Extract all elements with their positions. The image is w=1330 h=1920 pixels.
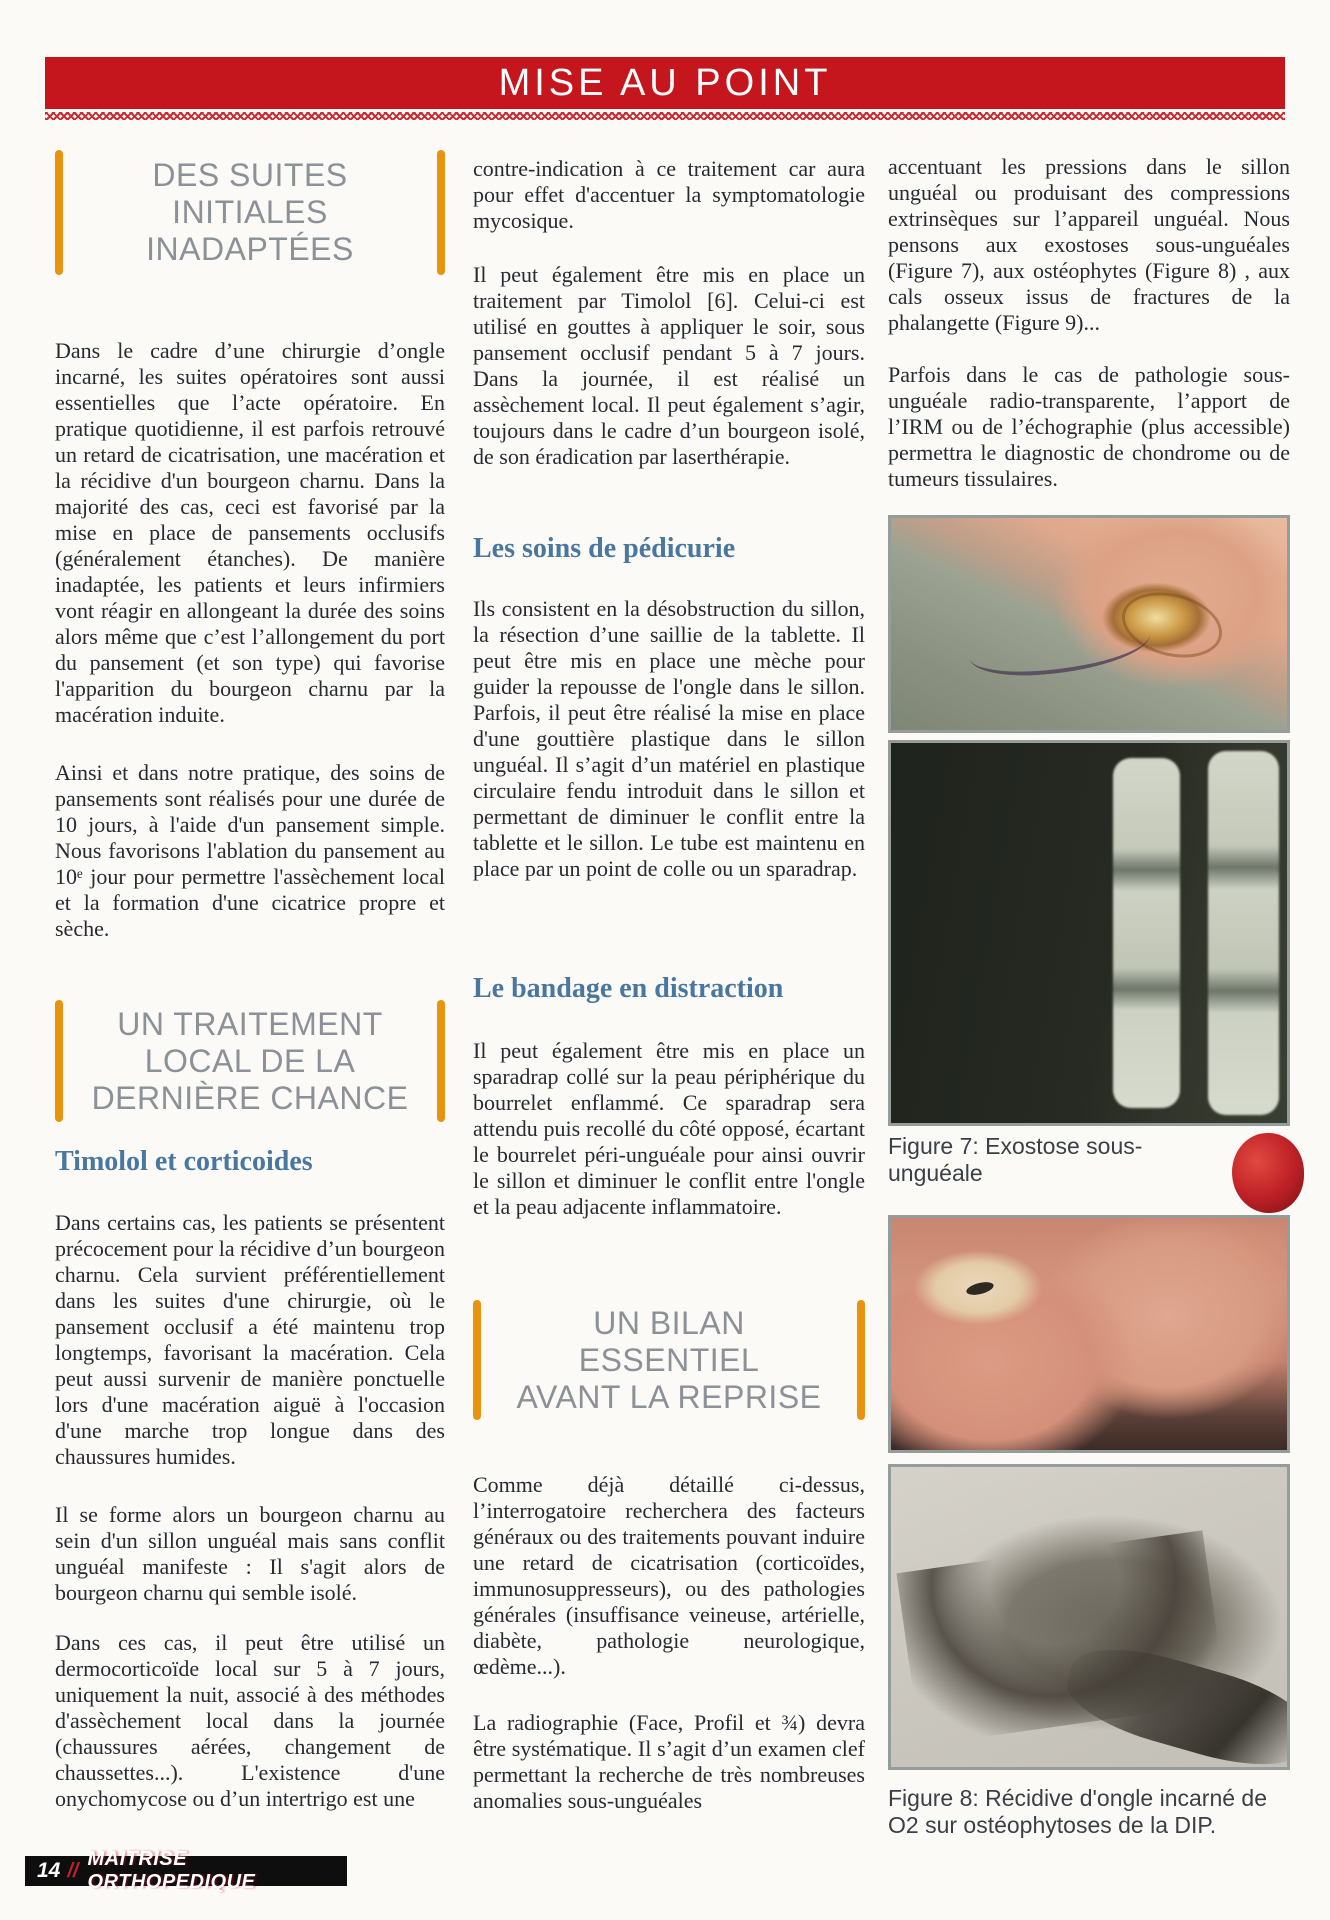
page-number: 14 bbox=[37, 1859, 61, 1882]
paragraph: Dans le cadre d’une chirurgie d’ongle incarné, les suites opératoires sont aussi essentielles que l’acte opératoire. En pratique quotidienne, il est parfois retrouvé un retard de cicatrisation, une macération et la récidive d'un bourgeon charnu. Dans la majorité des cas, ceci est favorisé par la mise en place de pansements occlusifs (généralement étanches). De manière inadaptée, les patients et leurs infirmiers vont réagir en allongeant la durée des soins alors même que c’est l’allongement du port du pansement (et son type) qui favorise l'apparition du bourgeon charnu par la macération induite. bbox=[55, 338, 445, 727]
phalanx-bone bbox=[1208, 751, 1279, 1116]
figure8-caption: Figure 8: Récidive d'ongle incarné de O2 sur ostéophytoses de la DIP. bbox=[888, 1785, 1268, 1838]
paragraph: Dans ces cas, il peut être utilisé un dermocorticoïde local sur 5 à 7 jours, uniquement la nuit, associé à des méthodes d'assèchement local dans la journée (chaussures aérées, changement de chaussettes...). L'existence d'une onychomycose ou d’un intertrigo est une bbox=[55, 1630, 445, 1811]
heading-un-bilan-essentiel bbox=[473, 1300, 865, 1420]
heading-text bbox=[63, 1000, 437, 1122]
paragraph: Comme déjà détaillé ci-dessus, l’interrogatoire recherchera des facteurs généraux ou des traitements pouvant induire une retard de cicatrisation (corticoïdes, immunosuppresseurs), ou des pathologies générales (insuffisance veineuse, artérielle, diabète, pathologie neurologique, œdème...). bbox=[473, 1472, 865, 1679]
footer-separator: // bbox=[67, 1859, 79, 1882]
paragraph: contre-indication à ce traitement car aura pour effet d'accentuer la symptomatologie mycosique. bbox=[473, 156, 865, 233]
exostosis-nail-shape bbox=[1115, 583, 1229, 668]
section-banner bbox=[45, 57, 1285, 109]
paragraph: Il peut également être mis en place un sparadrap collé sur la peau périphérique du bourrelet enflammé. Ce sparadrap sera attendu puis recollé du côté opposé, écartant le bourrelet péri-unguéale pour ainsi ouvrir le sillon et diminuer le conflit entre l'ongle et la peau adjacente inflammatoire. bbox=[473, 1038, 865, 1219]
figure7-xray-toes bbox=[888, 740, 1290, 1126]
subheading-soins-pedicurie: Les soins de pédicurie bbox=[473, 533, 736, 564]
heading-des-suites-initiales-inadaptees bbox=[55, 150, 445, 275]
figure7-photo-exostosis-toe bbox=[888, 515, 1290, 733]
paragraph: Ils consistent en la désobstruction du sillon, la résection d’une saillie de la tablette. Il peut être mis en place une mèche pour guider la repousse de l'ongle dans le sillon. Parfois, il peut être réalisé la mise en place d'une gouttière plastique dans le sillon unguéal. Il s’agit d’un matériel en plastique circulaire fendu introduit dans le sillon et permettant de diminuer le conflit entre la tablette et le sillon. Le tube est maintenu en place par un point de colle ou un sparadrap. bbox=[473, 596, 865, 881]
orange-bar-right bbox=[437, 150, 445, 275]
heading-text bbox=[481, 1300, 857, 1420]
heading-line: DERNIÈRE CHANCE bbox=[91, 1079, 409, 1116]
magazine-name: MAITRISE ORTHOPEDIQUE bbox=[87, 1848, 256, 1893]
subheading-timolol: Timolol et corticoides bbox=[55, 1146, 313, 1177]
banner-title: MISE AU POINT bbox=[498, 61, 832, 104]
paragraph: Dans certains cas, les patients se présentent précocement pour la récidive d’un bourgeon charnu. Cela survient préférentiellement dans les suites d'une chirurgie, où le pansement occlusif a été maintenu trop longtemps, favorisant la macération. Cela peut aussi survenir de manière ponctuelle lors d'une macération aiguë à l'occasion d'une marche trop longue dans des chaussures humides. bbox=[55, 1210, 445, 1469]
orange-bar-left bbox=[55, 1000, 63, 1122]
paragraph: Parfois dans le cas de pathologie sous-unguéale radio-transparente, l’apport de l’IRM ou de l’échographie (plus accessible) permettra le diagnostic de chondrome ou de tumeurs tissulaires. bbox=[888, 362, 1290, 491]
red-object-photo-corner bbox=[1232, 1133, 1304, 1213]
orange-bar-right bbox=[857, 1300, 865, 1420]
footer-bar bbox=[25, 1848, 347, 1893]
heading-line: INADAPTÉES bbox=[146, 231, 354, 267]
orange-bar-left bbox=[55, 150, 63, 275]
heading-line: INITIALES bbox=[172, 194, 328, 230]
orange-bar-left bbox=[473, 1300, 481, 1420]
figure7-caption: Figure 7: Exostose sous-unguéale bbox=[888, 1133, 1143, 1186]
paragraph: Il se forme alors un bourgeon charnu au sein d'un sillon unguéal mais sans conflit unguéal manifeste : Il s'agit alors de bourgeon charnu qui semble isolé. bbox=[55, 1502, 445, 1605]
nail-dark-spot bbox=[965, 1280, 995, 1297]
phalanx-bone bbox=[1113, 758, 1180, 1108]
paragraph: accentuant les pressions dans le sillon unguéal ou produisant des compressions extrinsèques sur l’appareil unguéal. Nous pensons aux exostoses sous-unguéales (Figure 7), aux ostéophytes (Figure 8) , aux cals osseux issus de fractures de la phalangette (Figure 9)... bbox=[888, 154, 1290, 335]
paragraph: La radiographie (Face, Profil et ¾) devra être systématique. Il s’agit d’un examen clef permettant la recherche de très nombreuses anomalies sous-unguéales bbox=[473, 1710, 865, 1813]
surgical-marker-line bbox=[969, 633, 1153, 681]
figure8-photo-toes bbox=[888, 1215, 1290, 1453]
heading-line: UN TRAITEMENT bbox=[117, 1005, 383, 1042]
orange-bar-right bbox=[437, 1000, 445, 1122]
subheading-bandage-distraction: Le bandage en distraction bbox=[473, 973, 784, 1004]
paragraph: Ainsi et dans notre pratique, des soins de pansements sont réalisés pour une durée de 10 jours, à l'aide d'un pansement simple. Nous favorisons l'ablation du pansement au 10ᵉ jour pour permettre l'assèchement local et la formation d'une cicatrice propre et sèche. bbox=[55, 760, 445, 941]
paragraph: Il peut également être mis en place un traitement par Timolol [6]. Celui-ci est utilisé en gouttes à appliquer le soir, sous pansement occlusif pendant 5 à 7 jours. Dans la journée, il est réalisé un assèchement local. Il peut également s’agir, toujours dans le cadre d’un bourgeon isolé, de son éradication par laserthérapie. bbox=[473, 262, 865, 469]
figure8-xray-lateral bbox=[888, 1464, 1290, 1770]
heading-line: DES SUITES bbox=[152, 157, 348, 193]
heading-line: LOCAL DE LA bbox=[144, 1042, 356, 1079]
heading-un-traitement-local bbox=[55, 1000, 445, 1122]
heading-line: ESSENTIEL bbox=[578, 1341, 760, 1378]
banner-dotted-border bbox=[45, 112, 1285, 120]
heading-line: UN BILAN bbox=[593, 1304, 745, 1341]
heading-line: AVANT LA REPRISE bbox=[516, 1378, 822, 1415]
heading-text bbox=[63, 150, 437, 275]
